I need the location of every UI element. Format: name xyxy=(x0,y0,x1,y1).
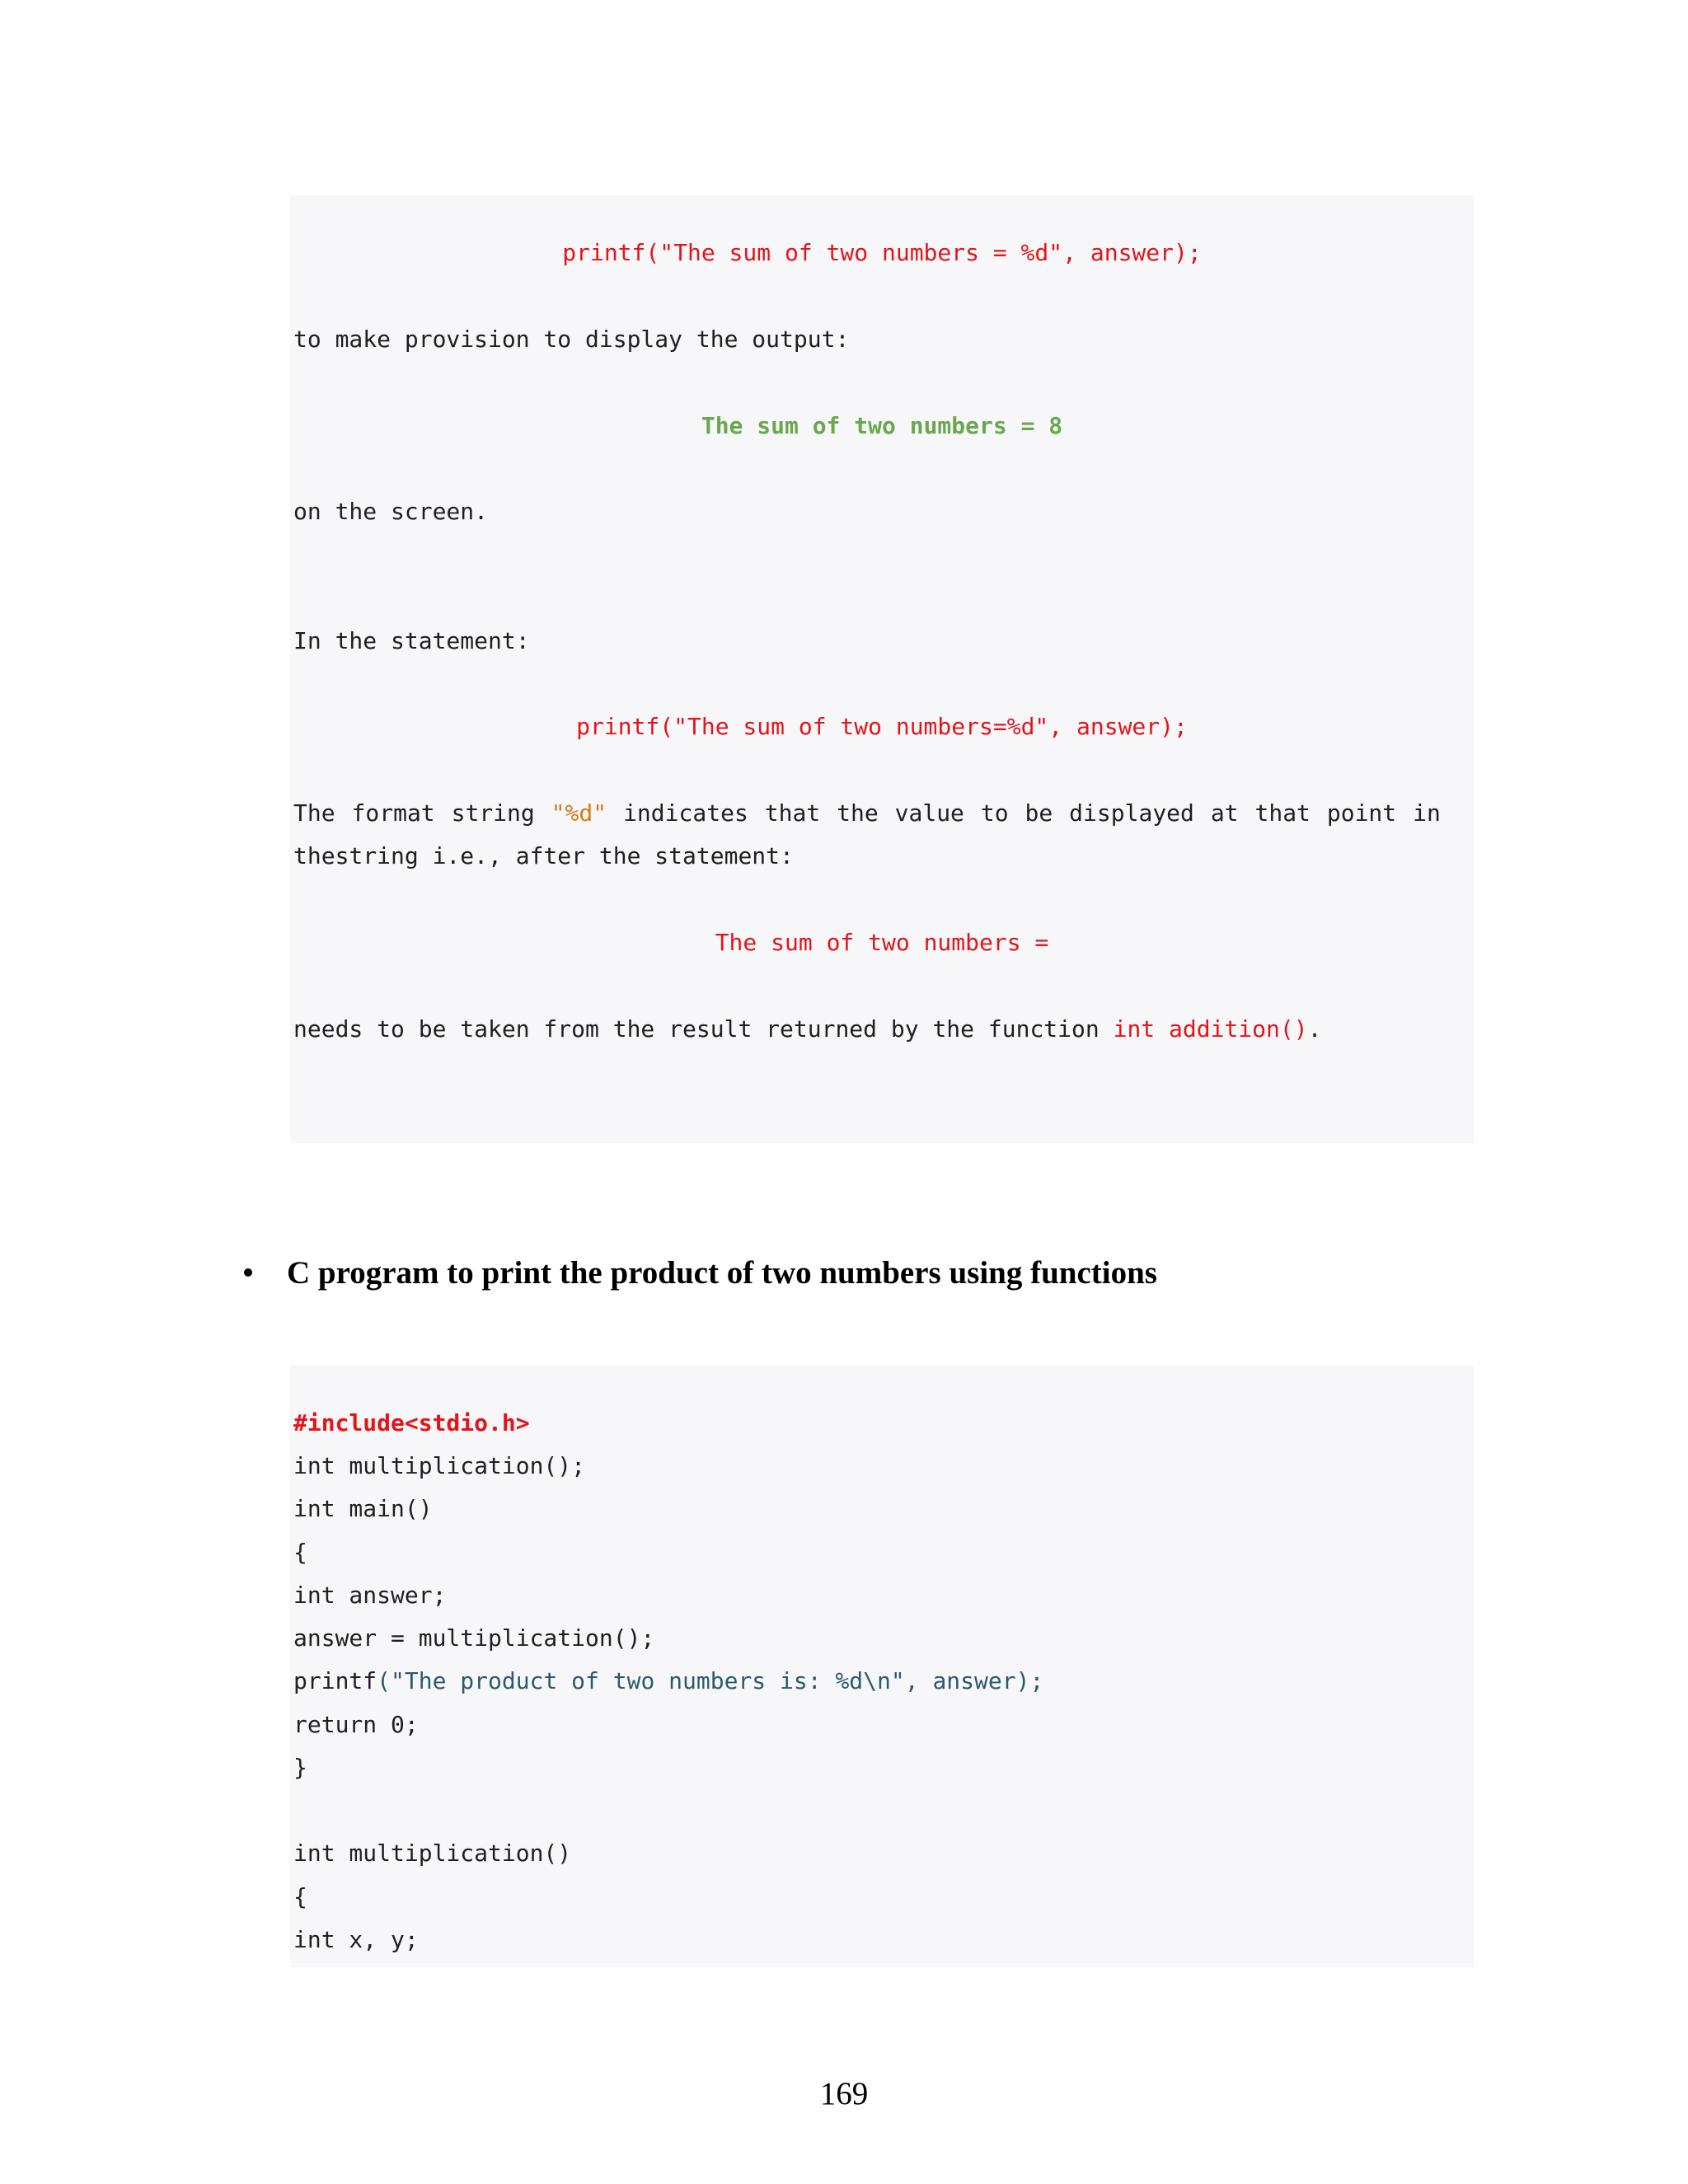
function-name: int addition() xyxy=(1113,1015,1308,1043)
format-specifier: "%d" xyxy=(551,799,607,827)
word: format xyxy=(351,799,435,827)
code-line: int main() xyxy=(293,1495,433,1522)
needs-text: needs to be taken from the result returned by the function xyxy=(293,1015,1114,1043)
section-heading-text: C program to print the product of two numbers using functions xyxy=(287,1255,1157,1291)
code-line: int answer; xyxy=(293,1582,447,1609)
word: that xyxy=(764,799,821,827)
provision-text: to make provision to display the output: xyxy=(293,326,850,353)
code-line: int multiplication(); xyxy=(293,1452,586,1479)
word: to xyxy=(980,799,1009,827)
printf-statement-2: printf("The sum of two numbers=%d", answer); xyxy=(576,713,1188,740)
page-number: 169 xyxy=(819,2076,869,2111)
word: indicates xyxy=(623,799,748,827)
code-printf-line xyxy=(293,1666,1043,1696)
sum-label: The sum of two numbers = xyxy=(715,929,1049,956)
code-include: #include<stdio.h> xyxy=(293,1409,530,1436)
code-line: { xyxy=(293,1883,307,1910)
code-line: { xyxy=(293,1539,307,1566)
format-string-line-2: thestring i.e., after the statement: xyxy=(293,842,794,869)
word: be xyxy=(1025,799,1053,827)
code-line: answer = multiplication(); xyxy=(293,1624,655,1652)
word: the xyxy=(837,799,879,827)
word: string xyxy=(451,799,535,827)
word: displayed xyxy=(1069,799,1194,827)
code-line: int multiplication() xyxy=(293,1840,572,1867)
needs-text-line xyxy=(293,1015,1321,1044)
word: at xyxy=(1210,799,1239,827)
code-line: return 0; xyxy=(293,1711,419,1738)
bullet-icon xyxy=(244,1268,252,1277)
printf-statement-1: printf("The sum of two numbers = %d", answer); xyxy=(562,239,1202,266)
code-printf-args: ("The product of two numbers is: %d\n", answer); xyxy=(377,1667,1044,1694)
period: . xyxy=(1307,1015,1322,1043)
word: The xyxy=(293,799,335,827)
screen-text: on the screen. xyxy=(293,498,489,525)
code-line: } xyxy=(293,1754,307,1781)
statement-intro: In the statement: xyxy=(293,627,530,654)
word: value xyxy=(894,799,964,827)
explanation-code-block xyxy=(290,195,1474,1143)
word: that xyxy=(1254,799,1311,827)
code-printf-fn: printf xyxy=(293,1667,377,1694)
format-string-line xyxy=(293,799,1441,828)
section-heading xyxy=(244,1253,1157,1294)
program-code-block xyxy=(290,1366,1474,1967)
code-line: int x, y; xyxy=(293,1926,419,1953)
word: in xyxy=(1413,799,1441,827)
output-example: The sum of two numbers = 8 xyxy=(701,412,1063,439)
word: point xyxy=(1326,799,1397,827)
